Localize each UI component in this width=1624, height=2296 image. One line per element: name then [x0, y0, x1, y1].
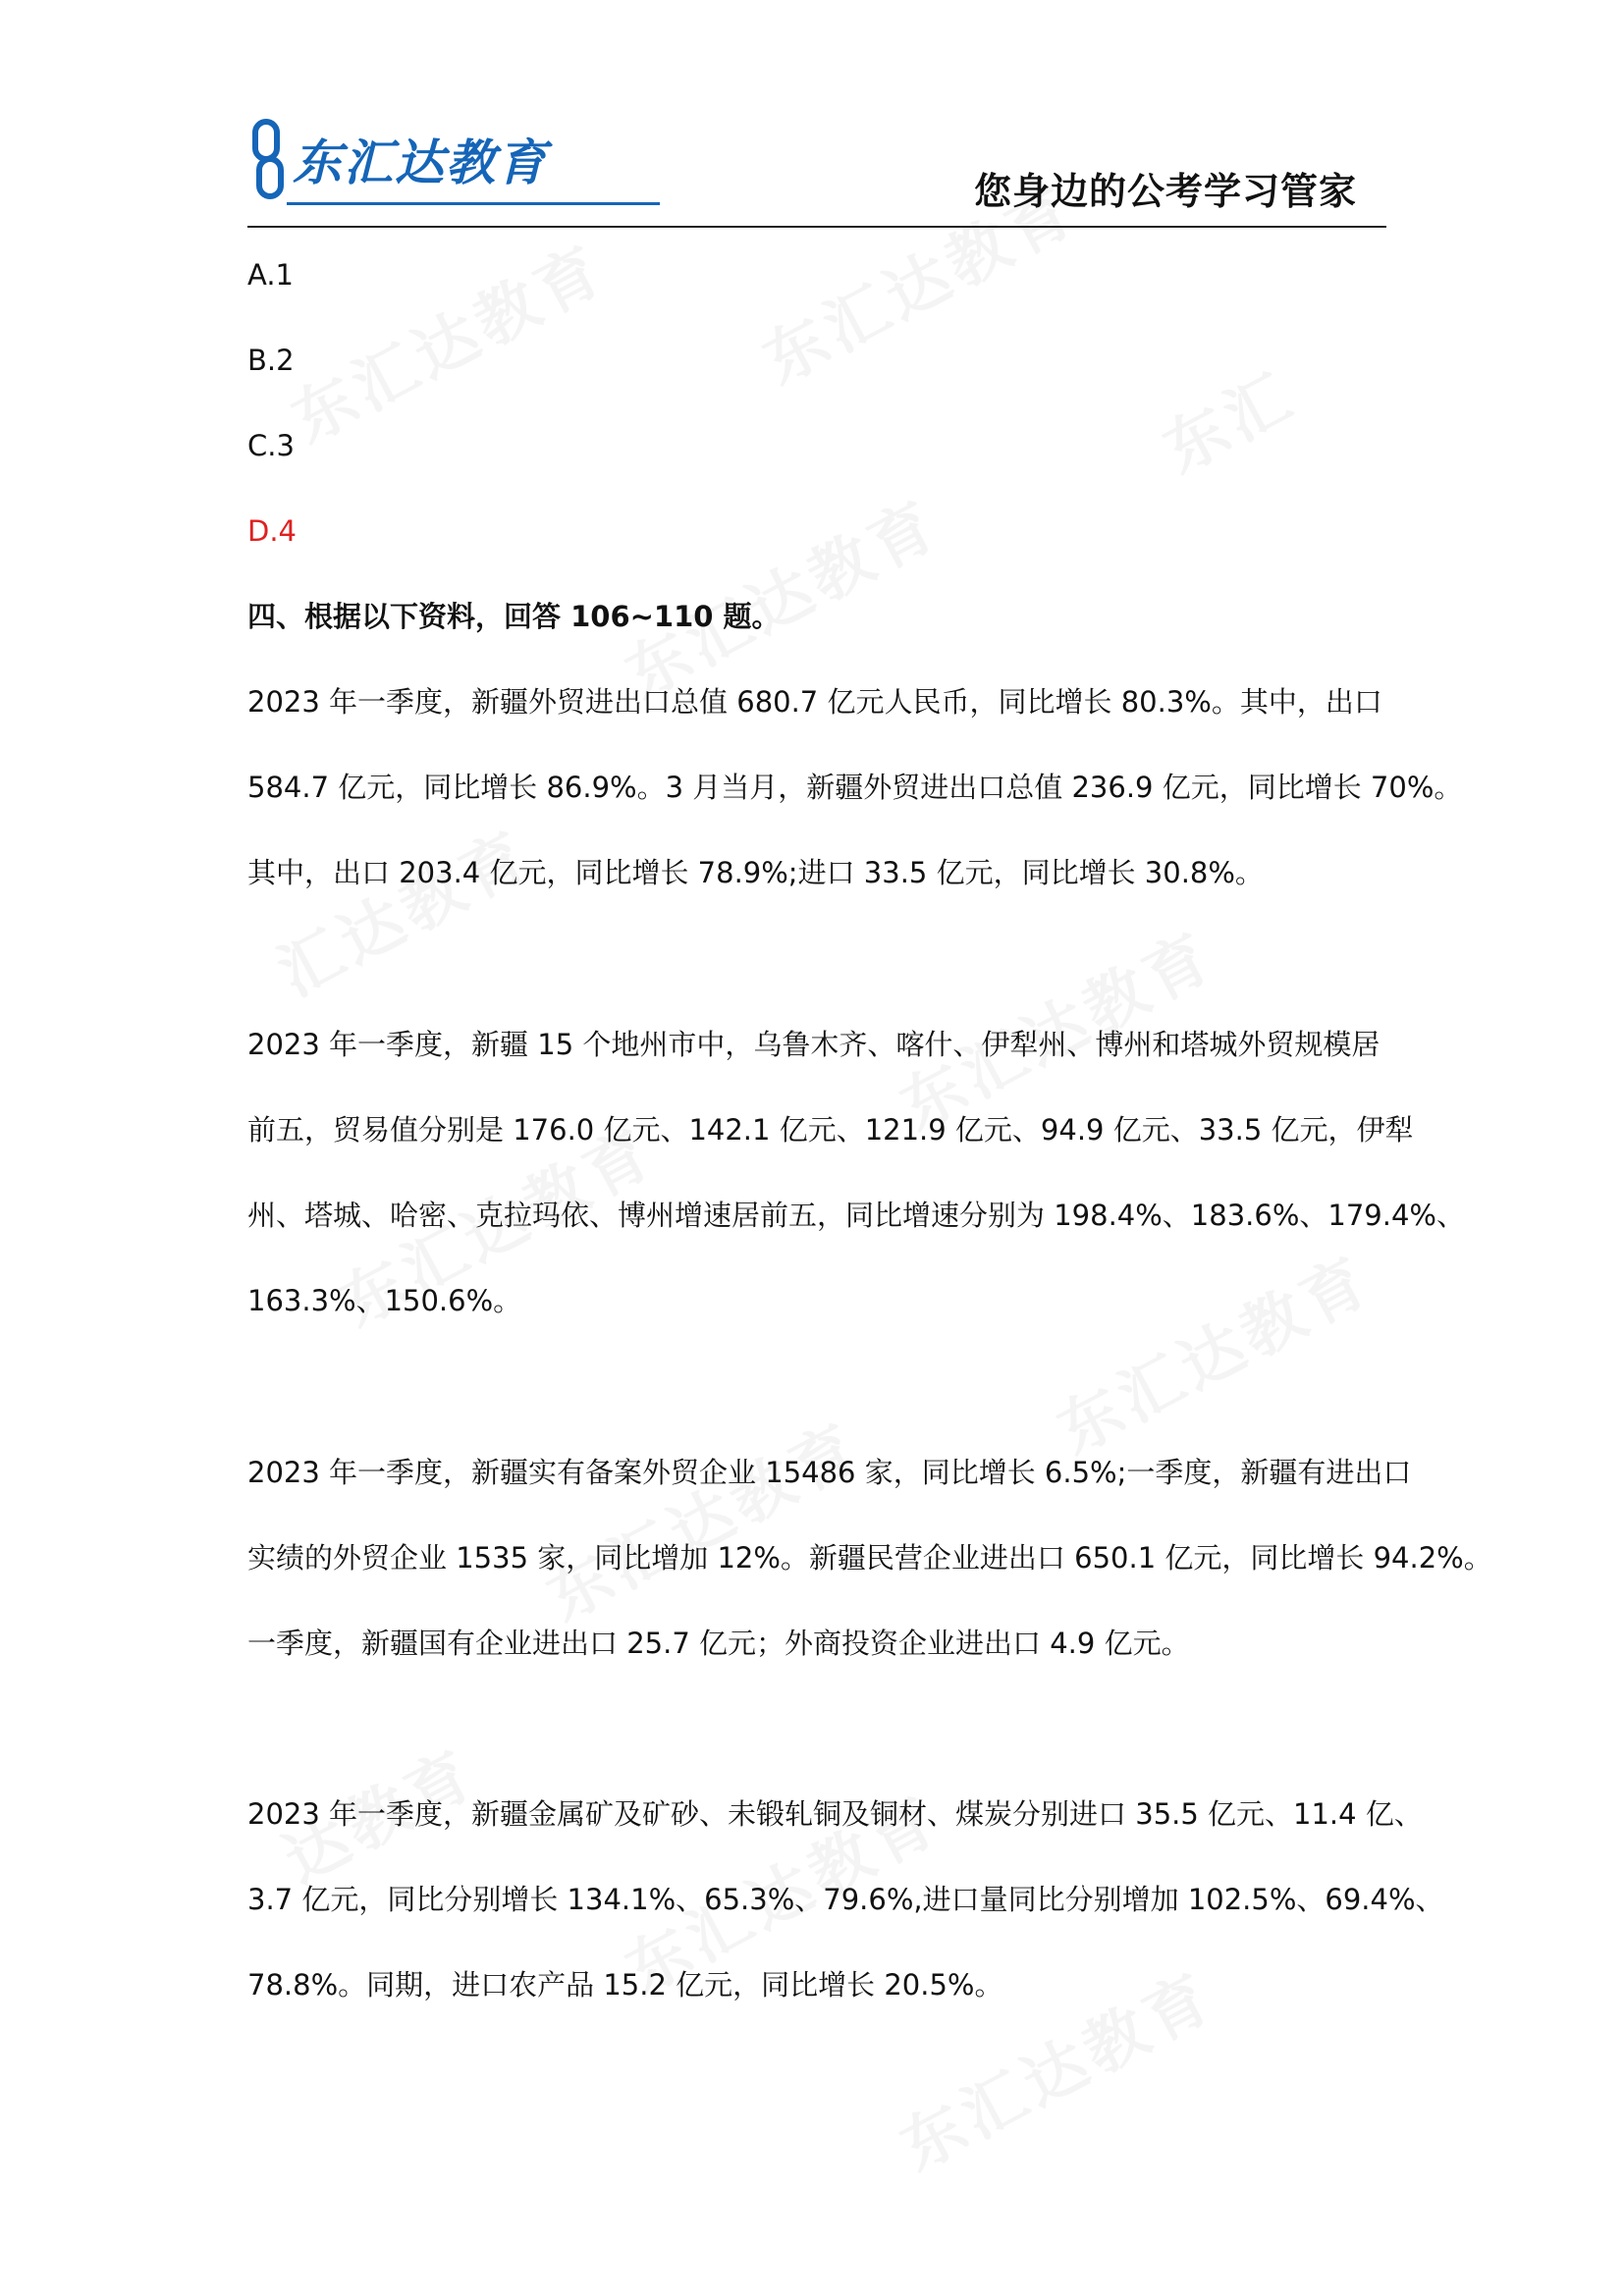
- option-d-correct: D.4: [247, 514, 297, 548]
- paragraph-line: 584.7 亿元，同比增长 86.9%。3 月当月，新疆外贸进出口总值 236.9 亿元，同比增长 70%。: [247, 771, 1463, 804]
- paragraph-line: 实绩的外贸企业 1535 家，同比增加 12%。新疆民营企业进出口 650.1 亿元，同比增长 94.2%。: [247, 1541, 1492, 1575]
- header-slogan: 您身边的公考学习管家: [973, 170, 1357, 213]
- paragraph-line: 前五，贸易值分别是 176.0 亿元、142.1 亿元、121.9 亿元、94.9 亿元、33.5 亿元，伊犁: [247, 1113, 1414, 1147]
- paragraph-line: 一季度，新疆国有企业进出口 25.7 亿元；外商投资企业进出口 4.9 亿元。: [247, 1627, 1190, 1660]
- paragraph-line: 2023 年一季度，新疆 15 个地州市中，乌鲁木齐、喀什、伊犁州、博州和塔城外贸规模居: [247, 1028, 1380, 1061]
- paragraph-line: 2023 年一季度，新疆外贸进出口总值 680.7 亿元人民币，同比增长 80.3%。其中，出口: [247, 685, 1382, 719]
- paragraph-line: 78.8%。同期，进口农产品 15.2 亿元，同比增长 20.5%。: [247, 1968, 1003, 2002]
- brand-logo: [247, 116, 670, 212]
- option-c: C.3: [247, 429, 295, 462]
- option-a: A.1: [247, 258, 294, 292]
- logo-text: 东汇达教育: [293, 134, 548, 191]
- header-divider: [247, 226, 1386, 228]
- watermark: [1040, 1230, 1385, 1471]
- paragraph-line: 州、塔城、哈密、克拉玛依、博州增速居前五，同比增速分别为 198.4%、183.6%、179.4%、: [247, 1199, 1465, 1232]
- paragraph-line: 2023 年一季度，新疆金属矿及矿砂、未锻轧铜及铜材、煤炭分别进口 35.5 亿元、11.4 亿、: [247, 1797, 1423, 1831]
- paragraph-line: 其中，出口 203.4 亿元，同比增长 78.9%;进口 33.5 亿元，同比增长 30.8%。: [247, 856, 1264, 889]
- watermark: [260, 805, 545, 1014]
- logo-underline: [287, 202, 660, 205]
- watermark: [608, 474, 953, 716]
- option-b: B.2: [247, 344, 295, 377]
- section-title: 四、根据以下资料，回答 106~110 题。: [247, 600, 781, 633]
- page-header: [247, 116, 1386, 230]
- watermark: [1146, 347, 1310, 491]
- paragraph-line: 163.3%、150.6%。: [247, 1284, 522, 1317]
- watermark: [529, 1397, 875, 1638]
- paragraph-line: 2023 年一季度，新疆实有备案外贸企业 15486 家，同比增长 6.5%;一季度，新疆有进出口: [247, 1456, 1412, 1489]
- paragraph-line: 3.7 亿元，同比分别增长 134.1%、65.3%、79.6%,进口量同比分别增加 102.5%、69.4%、: [247, 1883, 1444, 1916]
- watermark: [274, 219, 620, 460]
- chain-link-icon: [247, 116, 291, 204]
